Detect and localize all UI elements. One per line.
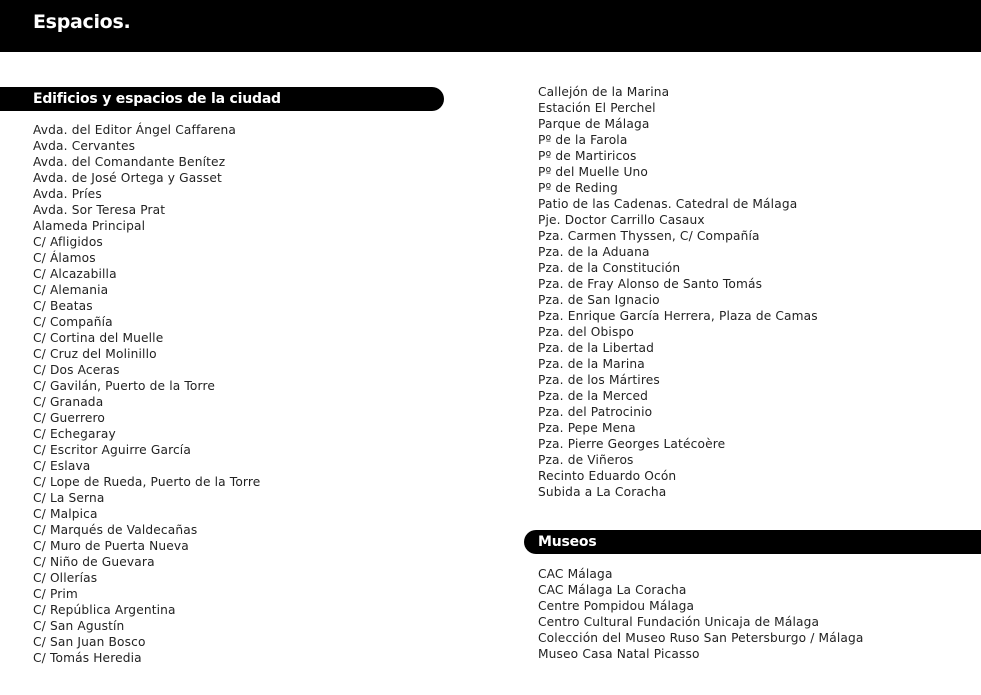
list-item[interactable]: Pza. Pepe Mena xyxy=(538,421,636,435)
list-item[interactable]: Pº de Martiricos xyxy=(538,149,637,163)
list-item[interactable]: Avda. Cervantes xyxy=(33,139,136,153)
list-item[interactable]: Pza. del Patrocinio xyxy=(538,405,653,419)
list-item[interactable]: Museo Casa Natal Picasso xyxy=(538,647,700,661)
list-item[interactable]: Pza. Pierre Georges Latécoère xyxy=(538,437,726,451)
section-heading-museos: Museos xyxy=(524,530,981,554)
list-item[interactable]: Centro Cultural Fundación Unicaja de Málaga xyxy=(538,615,820,629)
list-item[interactable]: C/ Ollerías xyxy=(33,571,98,585)
page-title: Espacios. xyxy=(33,11,131,33)
list-item[interactable]: Pº de la Farola xyxy=(538,133,628,147)
list-item[interactable]: C/ Echegaray xyxy=(33,427,116,441)
list-item[interactable]: CAC Málaga La Coracha xyxy=(538,583,687,597)
list-item[interactable]: Avda. del Editor Ángel Caffarena xyxy=(33,123,237,137)
list-item[interactable]: Pza. de Viñeros xyxy=(538,453,634,467)
list-item[interactable]: C/ Lope de Rueda, Puerto de la Torre xyxy=(33,475,261,489)
list-item[interactable]: Pza. Enrique García Herrera, Plaza de Camas xyxy=(538,309,818,323)
list-item[interactable]: C/ Eslava xyxy=(33,459,91,473)
list-item[interactable]: C/ San Agustín xyxy=(33,619,125,633)
list-item[interactable]: Avda. Sor Teresa Prat xyxy=(33,203,166,217)
list-item[interactable]: Recinto Eduardo Ocón xyxy=(538,469,677,483)
list-item[interactable]: C/ Afligidos xyxy=(33,235,103,249)
list-item[interactable]: Patio de las Cadenas. Catedral de Málaga xyxy=(538,197,798,211)
list-item[interactable]: Colección del Museo Ruso San Petersburgo / Málaga xyxy=(538,631,864,645)
section-heading-edificios: Edificios y espacios de la ciudad xyxy=(0,87,444,111)
list-item[interactable]: CAC Málaga xyxy=(538,567,613,581)
list-item[interactable]: C/ Cortina del Muelle xyxy=(33,331,164,345)
list-item[interactable]: Avda. del Comandante Benítez xyxy=(33,155,226,169)
list-item[interactable]: C/ República Argentina xyxy=(33,603,176,617)
list-edificios-continued xyxy=(538,84,818,500)
list-item[interactable]: C/ Alemania xyxy=(33,283,109,297)
list-item[interactable]: Pza. de la Aduana xyxy=(538,245,650,259)
list-item[interactable]: C/ Tomás Heredia xyxy=(33,651,142,665)
list-item[interactable]: Pza. de los Mártires xyxy=(538,373,660,387)
list-item[interactable]: Estación El Perchel xyxy=(538,101,656,115)
list-item[interactable]: C/ Escritor Aguirre García xyxy=(33,443,191,457)
list-item[interactable]: Pº de Reding xyxy=(538,181,618,195)
list-item[interactable]: Pº del Muelle Uno xyxy=(538,165,648,179)
list-item[interactable]: C/ Granada xyxy=(33,395,104,409)
list-item[interactable]: Parque de Málaga xyxy=(538,117,650,131)
list-item[interactable]: Pza. de la Constitución xyxy=(538,261,681,275)
list-item[interactable]: Pza. de San Ignacio xyxy=(538,293,660,307)
list-item[interactable]: Pza. Carmen Thyssen, C/ Compañía xyxy=(538,229,760,243)
page-header xyxy=(0,0,981,52)
list-item[interactable]: Avda. Príes xyxy=(33,187,102,201)
list-item[interactable]: C/ Guerrero xyxy=(33,411,106,425)
list-item[interactable]: Subida a La Coracha xyxy=(538,485,667,499)
list-item[interactable]: C/ La Serna xyxy=(33,491,105,505)
list-edificios xyxy=(33,122,260,666)
list-item[interactable]: C/ Álamos xyxy=(33,251,96,265)
list-item[interactable]: C/ Compañía xyxy=(33,315,113,329)
list-item[interactable]: C/ Alcazabilla xyxy=(33,267,117,281)
list-item[interactable]: Centre Pompidou Málaga xyxy=(538,599,695,613)
list-item[interactable]: Avda. de José Ortega y Gasset xyxy=(33,171,222,185)
list-item[interactable]: Pza. de Fray Alonso de Santo Tomás xyxy=(538,277,763,291)
list-item[interactable]: C/ San Juan Bosco xyxy=(33,635,146,649)
list-item[interactable]: C/ Dos Aceras xyxy=(33,363,120,377)
list-item[interactable]: Pza. de la Libertad xyxy=(538,341,655,355)
list-item[interactable]: C/ Niño de Guevara xyxy=(33,555,155,569)
list-item[interactable]: Pje. Doctor Carrillo Casaux xyxy=(538,213,705,227)
list-item[interactable]: C/ Prim xyxy=(33,587,78,601)
list-item[interactable]: C/ Gavilán, Puerto de la Torre xyxy=(33,379,216,393)
list-item[interactable]: Pza. de la Marina xyxy=(538,357,645,371)
list-item[interactable]: Pza. de la Merced xyxy=(538,389,649,403)
list-item[interactable]: Alameda Principal xyxy=(33,219,146,233)
list-item[interactable]: C/ Muro de Puerta Nueva xyxy=(33,539,189,553)
list-museos xyxy=(538,566,863,662)
list-item[interactable]: C/ Malpica xyxy=(33,507,98,521)
list-item[interactable]: Pza. del Obispo xyxy=(538,325,634,339)
list-item[interactable]: C/ Marqués de Valdecañas xyxy=(33,523,198,537)
list-item[interactable]: C/ Cruz del Molinillo xyxy=(33,347,157,361)
list-item[interactable]: Callejón de la Marina xyxy=(538,85,670,99)
list-item[interactable]: C/ Beatas xyxy=(33,299,93,313)
